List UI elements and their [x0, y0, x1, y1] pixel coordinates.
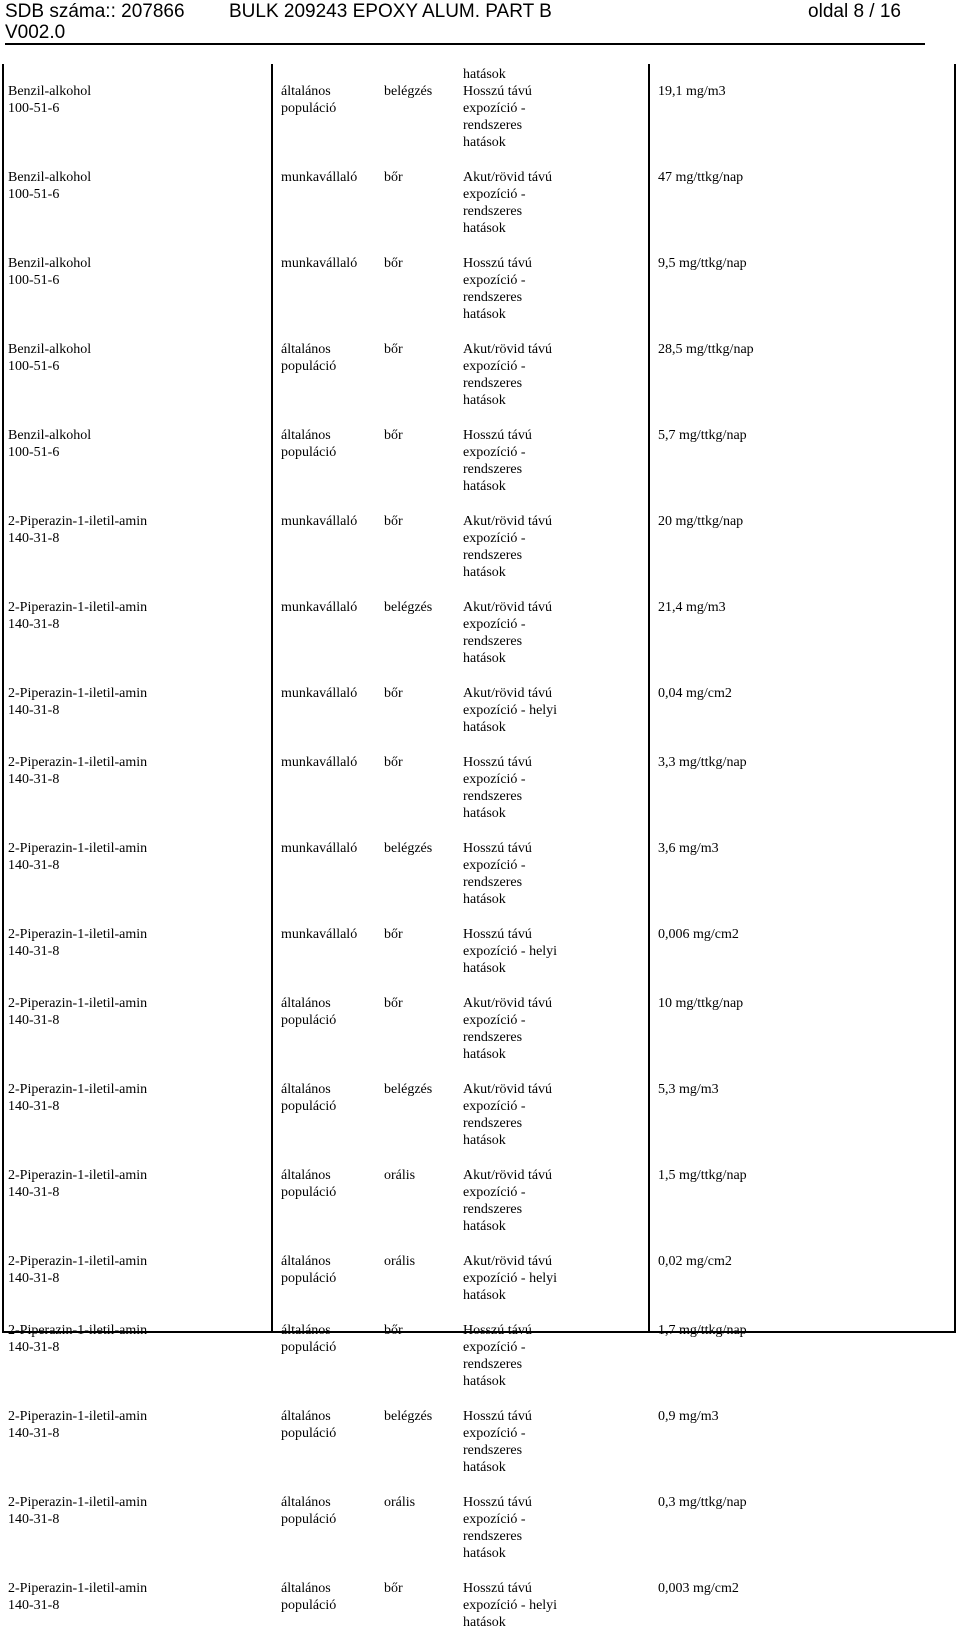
effect-cell-line: rendszeres [463, 376, 523, 391]
population-cell [281, 1081, 336, 1115]
effect-cell [463, 926, 557, 977]
substance-cell [8, 255, 91, 289]
population-cell-line: általános [281, 428, 331, 443]
effect-cell-line: expozíció - [463, 1340, 526, 1355]
effect-cell-line: expozíció - [463, 1099, 526, 1114]
effect-cell-line: rendszeres [463, 118, 523, 133]
substance-cell [8, 1322, 147, 1356]
population-cell-line: általános [281, 342, 331, 357]
population-cell-line: populáció [281, 359, 337, 374]
population-cell-line: munkavállaló [281, 686, 358, 701]
population-cell [281, 685, 357, 702]
population-cell-line: munkavállaló [281, 170, 358, 185]
effect-cell-line: hatások [463, 479, 506, 494]
population-cell [281, 1322, 336, 1356]
route-cell [384, 341, 403, 358]
route-cell [384, 1408, 432, 1425]
value-cell [658, 1081, 719, 1098]
value-cell [658, 926, 739, 943]
value-cell-line: 0,3 mg/ttkg/nap [658, 1495, 747, 1510]
route-cell [384, 926, 403, 943]
substance-cell-line: 2-Piperazin-1-iletil-amin [8, 1495, 148, 1510]
value-cell-line: 3,3 mg/ttkg/nap [658, 755, 747, 770]
effect-cell [463, 255, 532, 323]
route-cell-line: belégzés [384, 84, 433, 99]
effect-cell-line: Akut/rövid távú [463, 1168, 553, 1183]
substance-cell [8, 995, 147, 1029]
effect-cell-line: hatások [463, 221, 506, 236]
population-cell-line: munkavállaló [281, 256, 358, 271]
value-cell-line: 1,7 mg/ttkg/nap [658, 1323, 747, 1338]
substance-cell [8, 83, 91, 117]
substance-cell-line: 2-Piperazin-1-iletil-amin [8, 841, 148, 856]
substance-cell-line: 2-Piperazin-1-iletil-amin [8, 686, 148, 701]
value-cell-line: 9,5 mg/ttkg/nap [658, 256, 747, 271]
route-cell [384, 1580, 403, 1597]
effect-cell-line: expozíció - helyi [463, 1271, 558, 1286]
effect-cell-line: Akut/rövid távú [463, 996, 553, 1011]
effect-cell-line: Akut/rövid távú [463, 600, 553, 615]
effect-cell-line: rendszeres [463, 1443, 523, 1458]
effect-cell-line: rendszeres [463, 204, 523, 219]
substance-cell-line: 100-51-6 [8, 101, 60, 116]
effect-cell [463, 1408, 532, 1476]
effect-cell [463, 83, 532, 151]
population-cell-line: általános [281, 1254, 331, 1269]
population-cell [281, 840, 357, 857]
route-cell [384, 599, 432, 616]
value-cell [658, 427, 747, 444]
effect-cell-line: hatások [463, 307, 506, 322]
substance-cell-line: 140-31-8 [8, 703, 60, 718]
effect-cell-line: hatások [463, 1133, 506, 1148]
population-cell [281, 1494, 336, 1528]
route-cell [384, 1081, 432, 1098]
route-cell-line: bőr [384, 996, 403, 1011]
effect-cell-line: rendszeres [463, 634, 523, 649]
effect-cell-line: hatások [463, 892, 506, 907]
value-cell-line: 10 mg/ttkg/nap [658, 996, 744, 1011]
effect-cell-line: Akut/rövid távú [463, 170, 553, 185]
effect-cell-line: hatások [463, 1374, 506, 1389]
effect-cell-line: Hosszú távú [463, 841, 532, 856]
population-cell-line: populáció [281, 445, 337, 460]
substance-cell-line: 140-31-8 [8, 1598, 60, 1613]
value-cell [658, 83, 726, 100]
route-cell [384, 1167, 415, 1184]
substance-cell-line: 100-51-6 [8, 359, 60, 374]
substance-cell-line: 140-31-8 [8, 1512, 60, 1527]
effect-cell-line: Hosszú távú [463, 84, 532, 99]
substance-cell-line: 2-Piperazin-1-iletil-amin [8, 755, 148, 770]
substance-cell-line: 2-Piperazin-1-iletil-amin [8, 1409, 148, 1424]
route-cell-line: bőr [384, 755, 403, 770]
effect-cell-line: expozíció - [463, 617, 526, 632]
effect-cell-line: Akut/rövid távú [463, 1254, 553, 1269]
value-cell-line: 0,003 mg/cm2 [658, 1581, 739, 1596]
effect-cell-line: hatások [463, 961, 506, 976]
population-cell [281, 926, 357, 943]
effect-cell-line: hatások [463, 1546, 506, 1561]
substance-cell-line: 140-31-8 [8, 1013, 60, 1028]
effect-cell [463, 599, 552, 667]
substance-cell-line: Benzil-alkohol [8, 84, 92, 99]
route-cell [384, 169, 403, 186]
population-cell [281, 1408, 336, 1442]
effect-cell-line: expozíció - [463, 273, 526, 288]
value-cell [658, 341, 754, 358]
route-cell-line: orális [384, 1168, 416, 1183]
value-cell [658, 513, 743, 530]
value-cell-line: 0,9 mg/m3 [658, 1409, 719, 1424]
effect-cell [463, 1167, 552, 1235]
route-cell-line: bőr [384, 342, 403, 357]
substance-cell-line: 2-Piperazin-1-iletil-amin [8, 927, 148, 942]
effect-cell-line: rendszeres [463, 1357, 523, 1372]
effect-cell-line: hatások [463, 651, 506, 666]
substance-cell-line: 2-Piperazin-1-iletil-amin [8, 1323, 148, 1338]
substance-cell-line: 140-31-8 [8, 1185, 60, 1200]
route-cell [384, 840, 432, 857]
population-cell-line: munkavállaló [281, 755, 358, 770]
population-cell-line: populáció [281, 1099, 337, 1114]
route-cell-line: orális [384, 1254, 416, 1269]
population-cell-line: munkavállaló [281, 600, 358, 615]
effect-cell-line: hatások [463, 1615, 506, 1630]
dnel-table [0, 64, 960, 1630]
route-cell [384, 255, 403, 272]
population-cell-line: populáció [281, 101, 337, 116]
substance-cell-line: 100-51-6 [8, 273, 60, 288]
effect-cell-line: Hosszú távú [463, 256, 532, 271]
product-name: BULK 209243 EPOXY ALUM. PART B [229, 1, 552, 22]
version: V002.0 [5, 22, 66, 43]
effect-cell [463, 169, 552, 237]
effect-cell-line: hatások [463, 1288, 506, 1303]
population-cell [281, 1253, 336, 1287]
value-cell [658, 995, 743, 1012]
effect-cell-line: expozíció - [463, 445, 526, 460]
route-cell-line: belégzés [384, 1082, 433, 1097]
population-cell-line: populáció [281, 1271, 337, 1286]
effect-cell-line: expozíció - helyi [463, 944, 558, 959]
population-cell [281, 995, 336, 1029]
substance-cell-line: 2-Piperazin-1-iletil-amin [8, 600, 148, 615]
substance-cell-line: 140-31-8 [8, 1099, 60, 1114]
value-cell-line: 0,006 mg/cm2 [658, 927, 739, 942]
value-cell-line: 28,5 mg/ttkg/nap [658, 342, 754, 357]
substance-cell-line: Benzil-alkohol [8, 256, 92, 271]
effect-cell-line: expozíció - [463, 1426, 526, 1441]
effect-cell-line: expozíció - [463, 531, 526, 546]
effect-cell [463, 513, 552, 581]
effect-cell-line: hatások [463, 1460, 506, 1475]
value-cell-line: 47 mg/ttkg/nap [658, 170, 744, 185]
substance-cell-line: 140-31-8 [8, 858, 60, 873]
substance-cell-line: 140-31-8 [8, 531, 60, 546]
effect-cell-line: Akut/rövid távú [463, 342, 553, 357]
substance-cell-line: 140-31-8 [8, 1340, 60, 1355]
population-cell [281, 513, 357, 530]
substance-cell [8, 169, 91, 203]
route-cell-line: belégzés [384, 1409, 433, 1424]
value-cell-line: 21,4 mg/m3 [658, 600, 726, 615]
effect-cell-line: rendszeres [463, 290, 523, 305]
population-cell-line: általános [281, 84, 331, 99]
page-header [5, 0, 925, 44]
effect-cell [463, 341, 552, 409]
substance-cell-line: 2-Piperazin-1-iletil-amin [8, 1581, 148, 1596]
value-cell [658, 1322, 747, 1339]
effect-cell-line: hatások [463, 1219, 506, 1234]
substance-cell [8, 840, 147, 874]
population-cell-line: populáció [281, 1185, 337, 1200]
population-cell-line: munkavállaló [281, 514, 358, 529]
population-cell-line: populáció [281, 1340, 337, 1355]
substance-cell [8, 341, 91, 375]
value-cell-line: 0,04 mg/cm2 [658, 686, 732, 701]
effect-cell [463, 1081, 552, 1149]
effect-cell-line: expozíció - [463, 858, 526, 873]
route-cell [384, 83, 432, 100]
effect-cell [463, 1580, 557, 1631]
table-border-right [954, 64, 956, 1333]
value-cell [658, 169, 743, 186]
value-cell [658, 840, 719, 857]
continued-cell-text: hatások [463, 67, 506, 82]
route-cell-line: bőr [384, 170, 403, 185]
value-cell [658, 1408, 719, 1425]
effect-cell [463, 995, 552, 1063]
route-cell-line: belégzés [384, 841, 433, 856]
population-cell-line: általános [281, 1082, 331, 1097]
route-cell [384, 1494, 415, 1511]
effect-cell-line: expozíció - helyi [463, 1598, 558, 1613]
effect-cell [463, 840, 532, 908]
route-cell-line: bőr [384, 256, 403, 271]
route-cell-line: bőr [384, 428, 403, 443]
substance-cell [8, 1494, 147, 1528]
population-cell [281, 83, 336, 117]
effect-cell-line: hatások [463, 720, 506, 735]
value-cell-line: 3,6 mg/m3 [658, 841, 719, 856]
population-cell-line: populáció [281, 1426, 337, 1441]
effect-cell-line: Hosszú távú [463, 755, 532, 770]
effect-cell-line: Akut/rövid távú [463, 1082, 553, 1097]
route-cell [384, 754, 403, 771]
population-cell-line: populáció [281, 1013, 337, 1028]
effect-cell-line: rendszeres [463, 1030, 523, 1045]
route-cell [384, 427, 403, 444]
effect-cell-line: rendszeres [463, 462, 523, 477]
effect-cell-line: Akut/rövid távú [463, 686, 553, 701]
effect-cell-line: hatások [463, 565, 506, 580]
value-cell [658, 1580, 739, 1597]
population-cell-line: általános [281, 1495, 331, 1510]
effect-cell-line: rendszeres [463, 789, 523, 804]
route-cell-line: orális [384, 1495, 416, 1510]
substance-cell [8, 599, 147, 633]
substance-cell-line: 140-31-8 [8, 1426, 60, 1441]
substance-cell [8, 926, 147, 960]
effect-cell-line: rendszeres [463, 548, 523, 563]
population-cell-line: általános [281, 1323, 331, 1338]
table-column-divider [648, 64, 650, 1333]
substance-cell-line: Benzil-alkohol [8, 428, 92, 443]
population-cell-line: általános [281, 1409, 331, 1424]
population-cell-line: populáció [281, 1512, 337, 1527]
route-cell [384, 513, 403, 530]
substance-cell [8, 754, 147, 788]
effect-cell-line: expozíció - [463, 187, 526, 202]
effect-cell [463, 1494, 532, 1562]
value-cell-line: 19,1 mg/m3 [658, 84, 726, 99]
value-cell-line: 5,3 mg/m3 [658, 1082, 719, 1097]
effect-cell-line: rendszeres [463, 1529, 523, 1544]
effect-cell-line: expozíció - [463, 772, 526, 787]
effect-cell-line: expozíció - [463, 1013, 526, 1028]
value-cell [658, 1494, 747, 1511]
substance-cell-line: 2-Piperazin-1-iletil-amin [8, 1082, 148, 1097]
substance-cell-line: 140-31-8 [8, 617, 60, 632]
value-cell-line: 0,02 mg/cm2 [658, 1254, 732, 1269]
effect-cell-line: expozíció - [463, 1512, 526, 1527]
route-cell [384, 1322, 403, 1339]
substance-cell [8, 1081, 147, 1115]
substance-cell-line: 140-31-8 [8, 1271, 60, 1286]
population-cell [281, 1167, 336, 1201]
value-cell [658, 1253, 732, 1270]
substance-cell-line: 140-31-8 [8, 772, 60, 787]
table-column-divider [271, 64, 273, 1333]
effect-cell-line: hatások [463, 1047, 506, 1062]
value-cell [658, 685, 732, 702]
route-cell-line: bőr [384, 927, 403, 942]
population-cell-line: általános [281, 1168, 331, 1183]
substance-cell-line: 2-Piperazin-1-iletil-amin [8, 996, 148, 1011]
effect-cell-line: hatások [463, 135, 506, 150]
effect-cell-line: expozíció - [463, 101, 526, 116]
effect-cell-line: hatások [463, 806, 506, 821]
substance-cell-line: 100-51-6 [8, 187, 60, 202]
route-cell-line: bőr [384, 686, 403, 701]
value-cell [658, 255, 747, 272]
value-cell [658, 1167, 747, 1184]
effect-cell-line: hatások [463, 393, 506, 408]
route-cell-line: bőr [384, 514, 403, 529]
substance-cell-line: 2-Piperazin-1-iletil-amin [8, 1168, 148, 1183]
substance-cell [8, 685, 147, 719]
substance-cell-line: 140-31-8 [8, 944, 60, 959]
effect-cell-line: Hosszú távú [463, 1409, 532, 1424]
effect-cell-line: Akut/rövid távú [463, 514, 553, 529]
value-cell-line: 1,5 mg/ttkg/nap [658, 1168, 747, 1183]
effect-cell-line: rendszeres [463, 1202, 523, 1217]
effect-cell-line: Hosszú távú [463, 927, 532, 942]
population-cell [281, 427, 336, 461]
population-cell [281, 599, 357, 616]
substance-cell-line: 2-Piperazin-1-iletil-amin [8, 514, 148, 529]
value-cell [658, 754, 747, 771]
substance-cell [8, 427, 91, 461]
substance-cell-line: 2-Piperazin-1-iletil-amin [8, 1254, 148, 1269]
table-border-left [2, 64, 4, 1333]
effect-cell-line: Hosszú távú [463, 1323, 532, 1338]
value-cell [658, 599, 726, 616]
population-cell [281, 1580, 336, 1614]
population-cell [281, 169, 357, 186]
effect-cell [463, 754, 532, 822]
effect-cell-line: Hosszú távú [463, 1495, 532, 1510]
effect-cell-line: expozíció - [463, 359, 526, 374]
population-cell-line: munkavállaló [281, 841, 358, 856]
route-cell [384, 995, 403, 1012]
substance-cell [8, 1253, 147, 1287]
population-cell [281, 255, 357, 272]
route-cell [384, 1253, 415, 1270]
sdb-number: SDB száma:: 207866 [5, 1, 185, 22]
route-cell [384, 685, 403, 702]
substance-cell [8, 1580, 147, 1614]
value-cell-line: 5,7 mg/ttkg/nap [658, 428, 747, 443]
substance-cell-line: Benzil-alkohol [8, 342, 92, 357]
header-divider [5, 43, 925, 45]
page-number: oldal 8 / 16 [808, 1, 901, 22]
substance-cell [8, 1408, 147, 1442]
effect-cell-line: rendszeres [463, 875, 523, 890]
effect-cell-line: expozíció - [463, 1185, 526, 1200]
effect-cell [463, 427, 532, 495]
substance-cell-line: 100-51-6 [8, 445, 60, 460]
population-cell [281, 341, 336, 375]
population-cell-line: általános [281, 996, 331, 1011]
effect-cell-line: Hosszú távú [463, 428, 532, 443]
substance-cell-line: Benzil-alkohol [8, 170, 92, 185]
effect-cell-line: expozíció - helyi [463, 703, 558, 718]
population-cell [281, 754, 357, 771]
effect-cell [463, 1322, 532, 1390]
population-cell-line: általános [281, 1581, 331, 1596]
effect-cell [463, 685, 557, 736]
value-cell-line: 20 mg/ttkg/nap [658, 514, 744, 529]
effect-cell [463, 1253, 557, 1304]
route-cell-line: belégzés [384, 600, 433, 615]
effect-cell-line: Hosszú távú [463, 1581, 532, 1596]
route-cell-line: bőr [384, 1323, 403, 1338]
substance-cell [8, 1167, 147, 1201]
route-cell-line: bőr [384, 1581, 403, 1596]
substance-cell [8, 513, 147, 547]
population-cell-line: populáció [281, 1598, 337, 1613]
effect-cell-line: rendszeres [463, 1116, 523, 1131]
population-cell-line: munkavállaló [281, 927, 358, 942]
